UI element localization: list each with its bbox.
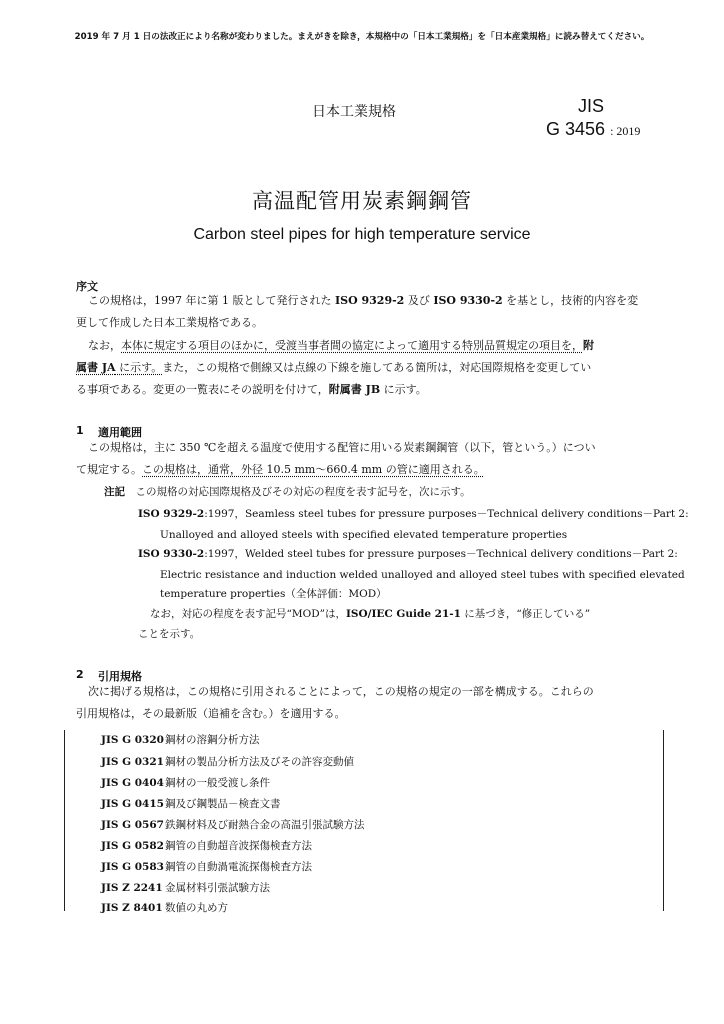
note-label: 注記	[104, 486, 125, 498]
list-item: JIS G 0320鋼材の溶鋼分析方法	[101, 734, 260, 746]
jis-label: JIS	[578, 96, 605, 116]
scope-note: 注記 この規格の対応国際規格及びその対応の程度を表す記号を，次に示す。	[104, 486, 471, 498]
scope-heading: 適用範囲	[98, 426, 142, 439]
scope-heading-number: 1	[76, 424, 84, 437]
standard-code	[546, 119, 640, 140]
list-item: JIS G 0404鋼材の一般受渡し条件	[101, 777, 270, 789]
list-item: JIS G 0583鋼管の自動渦電流探傷検査方法	[101, 861, 312, 873]
preface-line-5: る事項である。変更の一覧表にその説明を付けて，附属書 JB に示す。	[76, 383, 427, 396]
iso-9329-line-2: Unalloyed and alloyed steels with specified elevated temperature properties	[160, 529, 568, 541]
references-heading-number: 2	[76, 668, 84, 681]
title-japanese: 高温配管用炭素鋼鋼管	[252, 189, 472, 213]
iso-9330-line-1: ISO 9330-2:1997，Welded steel tubes for pressure purposes－Technical delivery conditions－Part 2:	[138, 548, 678, 560]
preface-line-2: 更して作成した日本工業規格である。	[76, 316, 263, 329]
iso-9330-line-2: Electric resistance and induction welded unalloyed and alloyed steel tubes with specified elevated	[160, 569, 685, 581]
iso-9330-line-3: temperature properties（全体評価：MOD）	[160, 588, 387, 600]
scope-line-1: この規格は，主に 350 ℃を超える温度で使用する配管に用いる炭素鋼鋼管（以下，管という。）につい	[88, 441, 596, 454]
mod-note-line-1: なお，対応の程度を表す記号“MOD”は，ISO/IEC Guide 21-1 に基づき，“修正している”	[150, 608, 591, 620]
preface-line-4: 属書 JA に示す。また，この規格で側線又は点線の下線を施してある箇所は，対応国際規格を変更してい	[76, 361, 592, 374]
law-change-notice: 2019 年 7 月 1 日の法改正により名称が変わりました。まえがきを除き，本規格中の「日本工業規格」を「日本産業規格」に読み替えてください。	[74, 32, 650, 42]
preface-line-3: なお，本体に規定する項目のほかに，受渡当事者間の協定によって適用する特別品質規定の項目を，附	[88, 339, 594, 352]
title-english: Carbon steel pipes for high temperature service	[193, 226, 531, 243]
standard-code-number: G 3456	[546, 119, 606, 139]
preface-heading: 序文	[76, 280, 98, 293]
list-item: JIS G 0582鋼管の自動超音波探傷検査方法	[101, 840, 312, 852]
references-line-1: 次に掲げる規格は，この規格に引用されることによって，この規格の規定の一部を構成する。これらの	[88, 685, 594, 698]
references-line-2: 引用規格は，その最新版（追補を含む。）を適用する。	[76, 707, 346, 720]
list-item: JIS G 0415鋼及び鋼製品－検査文書	[101, 798, 281, 810]
scope-line-2: て規定する。この規格は，通常，外径 10.5 mm～660.4 mm の管に適用される。	[76, 463, 485, 476]
list-item: JIS G 0321鋼材の製品分析方法及びその許容変動値	[101, 756, 354, 768]
list-item: JIS Z 2241 金属材料引張試験方法	[101, 882, 270, 894]
mod-note-line-2: ことを示す。	[138, 628, 201, 640]
list-item: JIS Z 8401 数値の丸め方	[101, 902, 228, 914]
standard-type: 日本工業規格	[312, 104, 396, 120]
referenced-standards-list	[64, 730, 664, 914]
iso-9329-line-1: ISO 9329-2:1997，Seamless steel tubes for pressure purposes－Technical delivery conditions－Part 2:	[138, 508, 689, 520]
list-item: JIS G 0567鉄鋼材料及び耐熱合金の高温引張試験方法	[101, 819, 365, 831]
standard-year: : 2019	[610, 124, 641, 138]
preface-line-1: この規格は，1997 年に第 1 版として発行された ISO 9329-2 及び ISO 9330-2 を基とし，技術的内容を変	[88, 294, 639, 307]
references-heading: 引用規格	[98, 670, 142, 683]
